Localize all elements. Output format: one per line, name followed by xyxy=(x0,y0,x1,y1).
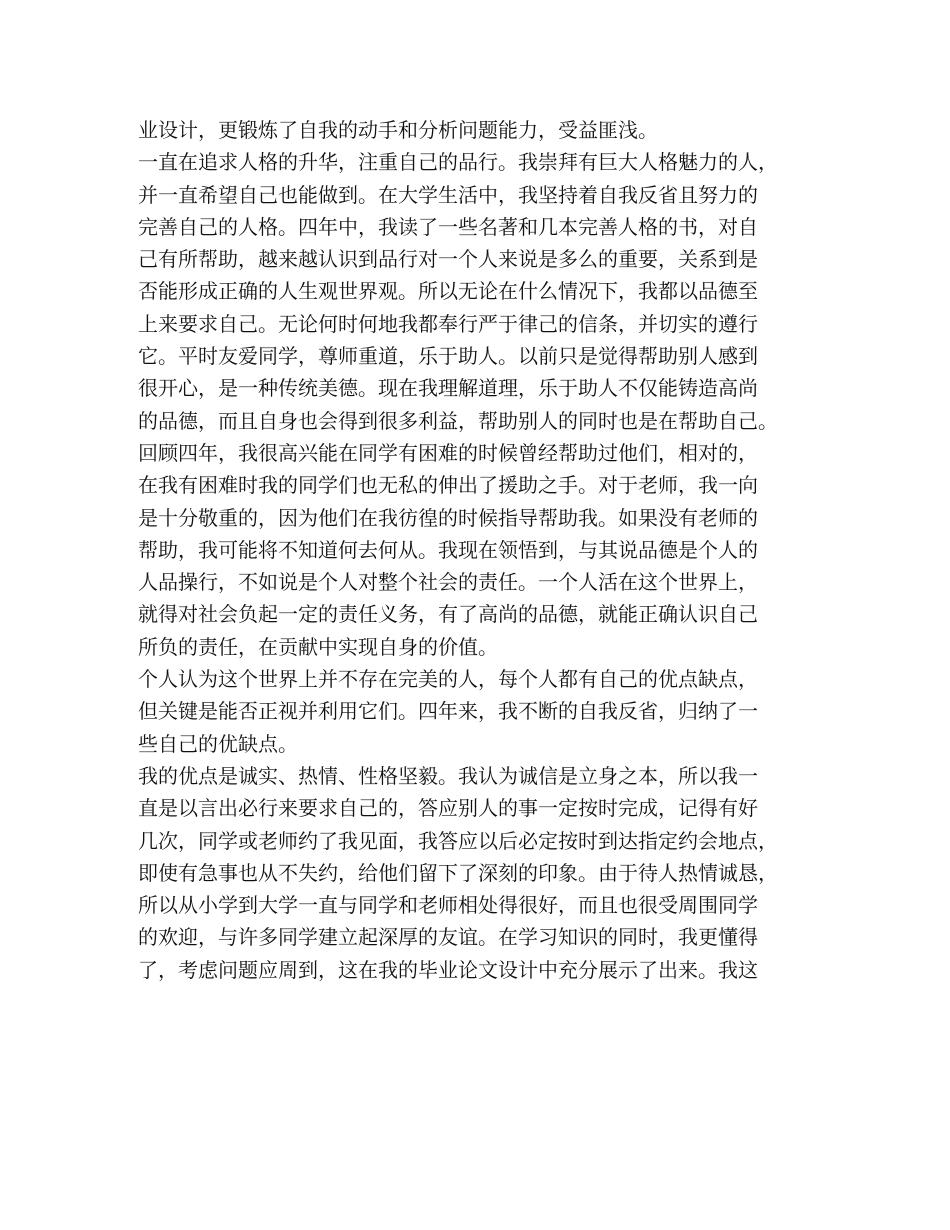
text-line: 它。平时友爱同学，尊师重道，乐于助人。以前只是觉得帮助别人感到 xyxy=(138,344,758,369)
text-line: 完善自己的人格。四年中，我读了一些名著和几本完善人格的书，对自 xyxy=(138,214,758,239)
text-line: 我的优点是诚实、热情、性格坚毅。我认为诚信是立身之本，所以我一 xyxy=(138,763,758,788)
text-line: 些自己的优缺点。 xyxy=(138,731,298,756)
text-line: 所以从小学到大学一直与同学和老师相处得很好，而且也很受周围同学 xyxy=(138,893,758,918)
text-line: 业设计，更锻炼了自我的动手和分析问题能力，受益匪浅。 xyxy=(138,118,658,142)
text-line: 上来要求自己。无论何时何地我都奉行严于律己的信条，并切实的遵行 xyxy=(138,311,758,336)
text-line: 人品操行，不如说是个人对整个社会的责任。一个人活在这个世界上， xyxy=(138,570,758,595)
text-line: 就得对社会负起一定的责任义务，有了高尚的品德，就能正确认识自己 xyxy=(138,602,758,627)
body-text xyxy=(138,114,828,986)
text-line: 是十分敬重的，因为他们在我彷徨的时候指导帮助我。如果没有老师的 xyxy=(138,505,758,530)
text-line: 并一直希望自己也能做到。在大学生活中，我坚持着自我反省且努力的 xyxy=(138,182,758,207)
text-line: 己有所帮助，越来越认识到品行对一个人来说是多么的重要，关系到是 xyxy=(138,247,758,272)
text-line: 在我有困难时我的同学们也无私的伸出了援助之手。对于老师，我一向 xyxy=(138,473,758,498)
text-line: 几次，同学或老师约了我见面，我答应以后必定按时到达指定约会地点， xyxy=(138,828,778,853)
text-line: 的欢迎，与许多同学建立起深厚的友谊。在学习知识的同时，我更懂得 xyxy=(138,925,758,950)
text-line: 一直在追求人格的升华，注重自己的品行。我崇拜有巨大人格魅力的人， xyxy=(138,150,778,175)
text-line: 直是以言出必行来要求自己的，答应别人的事一定按时完成，记得有好 xyxy=(138,796,758,821)
text-line: 了，考虑问题应周到，这在我的毕业论文设计中充分展示了出来。我这 xyxy=(138,957,758,982)
text-line: 即使有急事也从不失约，给他们留下了深刻的印象。由于待人热情诚恳， xyxy=(138,860,778,885)
text-line: 帮助，我可能将不知道何去何从。我现在领悟到，与其说品德是个人的 xyxy=(138,537,758,562)
text-line: 回顾四年，我很高兴能在同学有困难的时候曾经帮助过他们，相对的， xyxy=(138,440,758,465)
text-line: 很开心，是一种传统美德。现在我理解道理，乐于助人不仅能铸造高尚 xyxy=(138,376,758,401)
text-line: 否能形成正确的人生观世界观。所以无论在什么情况下，我都以品德至 xyxy=(138,279,758,304)
text-line: 个人认为这个世界上并不存在完美的人，每个人都有自己的优点缺点， xyxy=(138,667,758,692)
text-line: 所负的责任，在贡献中实现自身的价值。 xyxy=(138,634,498,659)
text-line: 的品德，而且自身也会得到很多利益，帮助别人的同时也是在帮助自己。 xyxy=(138,408,778,433)
text-line: 但关键是能否正视并利用它们。四年来，我不断的自我反省，归纳了一 xyxy=(138,699,758,724)
